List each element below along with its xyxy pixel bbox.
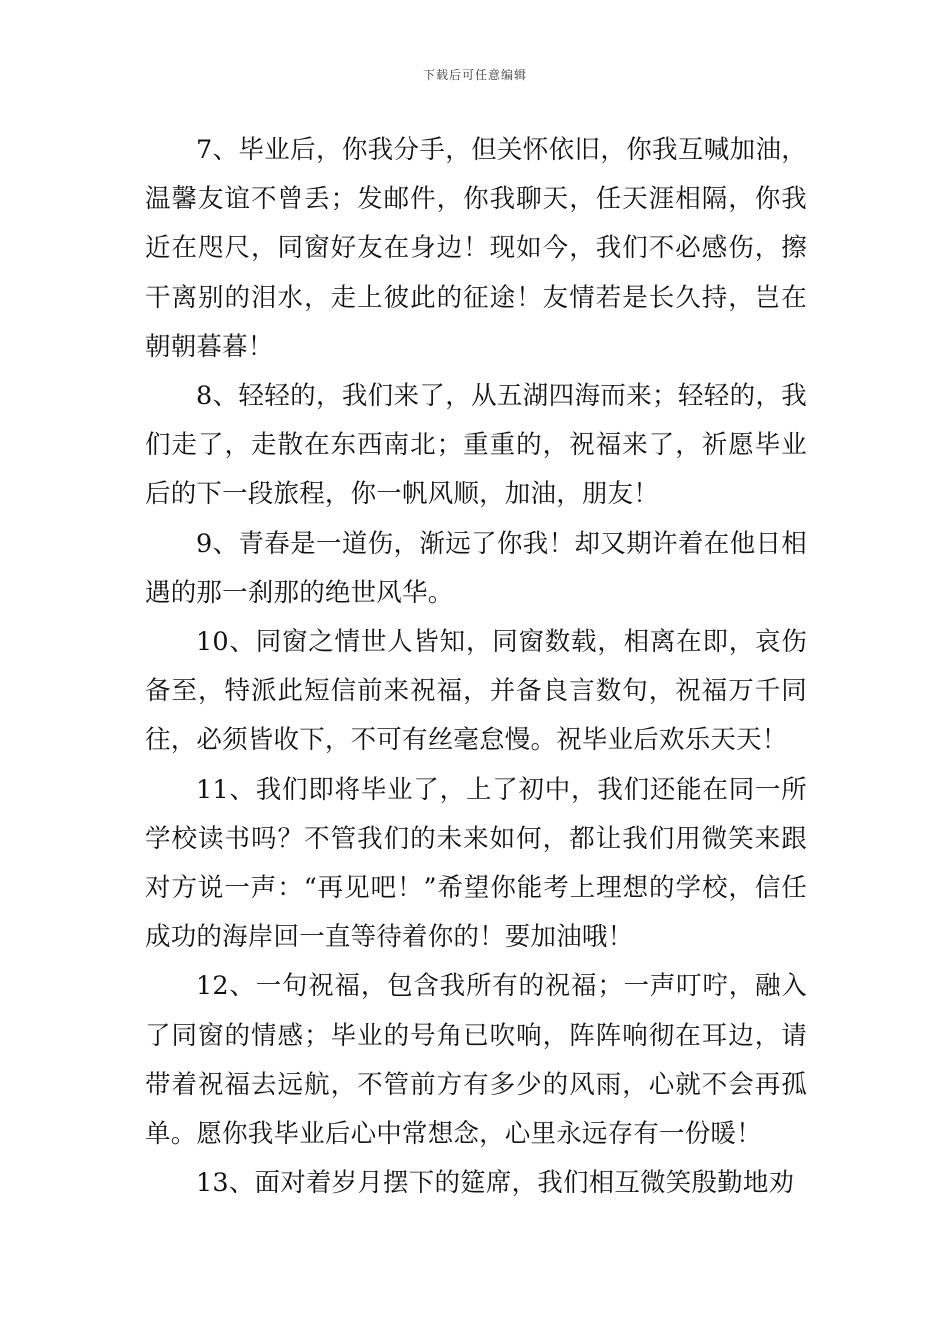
paragraph-9: 9、青春是一道伤，渐远了你我！却又期许着在他日相遇的那一刹那的绝世风华。 [145, 528, 807, 608]
paragraph-7: 7、毕业后，你我分手，但关怀依旧，你我互喊加油，温馨友谊不曾丢；发邮件，你我聊天，任天涯相隔，你我近在咫尺，同窗好友在身边！现如今，我们不必感伤，擦干离别的泪水，走上彼此的征途！友情若是长久持，岂在朝朝暮暮！ [145, 135, 807, 362]
paragraph-13: 13、面对着岁月摆下的筵席，我们相互微笑殷勤地劝 [196, 1168, 795, 1199]
paragraph-11: 11、我们即将毕业了，上了初中，我们还能在同一所学校读书吗？不管我们的未来如何，都让我们用微笑来跟对方说一声：“再见吧！”希望你能考上理想的学校，信任成功的海岸回一直等待着你的！要加油哦！ [145, 774, 807, 953]
paragraph-10: 10、同窗之情世人皆知，同窗数载，相离在即，哀伤备至，特派此短信前来祝福，并备良言数句，祝福万千同往，必须皆收下，不可有丝毫怠慢。祝毕业后欢乐天天！ [145, 627, 807, 756]
paragraph-12: 12、一句祝福，包含我所有的祝福；一声叮咛，融入了同窗的情感；毕业的号角已吹响，阵阵响彻在耳边，请带着祝福去远航，不管前方有多少的风雨，心就不会再孤单。愿你我毕业后心中常想念，心里永远存有一份暖！ [145, 971, 807, 1150]
document-body [145, 126, 807, 1208]
header-note: 下载后可任意编辑 [422, 68, 527, 82]
paragraph-8: 8、轻轻的，我们来了，从五湖四海而来；轻轻的，我们走了，走散在东西南北；重重的，祝福来了，祈愿毕业后的下一段旅程，你一帆风顺，加油，朋友！ [145, 381, 807, 510]
